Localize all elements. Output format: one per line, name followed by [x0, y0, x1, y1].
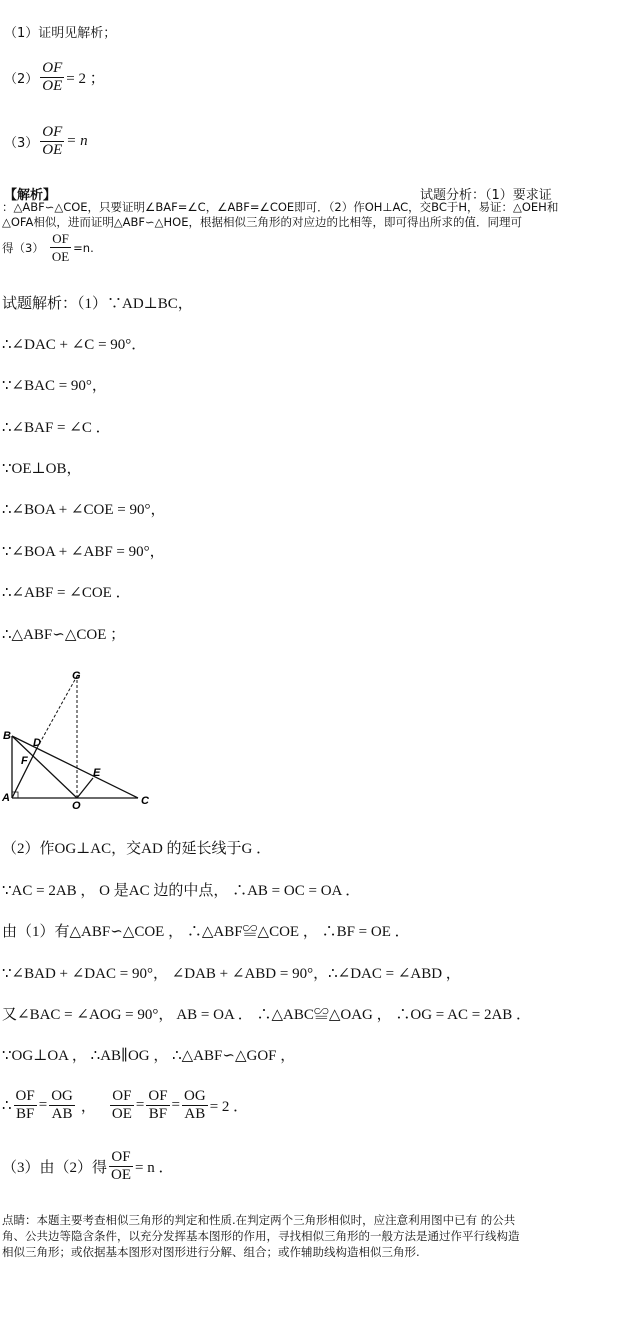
answer-2 — [4, 60, 105, 95]
analysis-heading: 试题分析：（1）要求证 — [420, 188, 552, 203]
separator: ， — [80, 1099, 96, 1115]
label-e: E — [93, 767, 101, 779]
segment-dg-dashed — [37, 676, 77, 748]
analysis-line-1: ：△ABF∽△COE，只要证明∠BAF=∠C，∠ABF=∠COE即可．（2）作OH⊥AC，交BC于H，易证：△OEH和 — [2, 200, 559, 214]
analysis-line-3-suffix: =n. — [73, 240, 94, 255]
answer-2-prefix: （2） — [4, 72, 39, 87]
solution-step-6: ∴∠BOA + ∠COE = 90°， — [2, 502, 166, 518]
label-o: O — [72, 800, 81, 810]
answer-3-prefix: （3） — [4, 136, 39, 151]
fraction-numerator: OF — [109, 1149, 133, 1167]
solution-step-5: ∵OE⊥OB， — [2, 461, 82, 477]
fraction-numerator: OG — [51, 1088, 73, 1104]
label-f: F — [21, 755, 28, 767]
analysis-tag: 【解析】 — [4, 188, 57, 203]
remark-line-2: 角、公共边等隐含条件，以充分发挥基本图形的作用，寻找相似三角形的一般方法是通过作平行线构造 — [2, 1229, 520, 1243]
fraction-numerator: OF — [42, 124, 63, 140]
fraction-numerator: OF — [148, 1088, 168, 1104]
fraction-numerator: OF — [50, 230, 71, 248]
equals-sign: = — [171, 1097, 181, 1113]
fraction-denominator: BF — [15, 1106, 35, 1122]
answer-2-value: = 2 ； — [66, 71, 105, 87]
label-d: D — [33, 737, 41, 749]
solution-step-2: ∴∠DAC + ∠C = 90°． — [2, 337, 147, 353]
label-c: C — [141, 795, 149, 807]
fraction-numerator: OF — [110, 1088, 134, 1106]
part3-line — [2, 1149, 173, 1184]
segment-oe — [77, 778, 93, 798]
analysis-line-3 — [2, 230, 94, 265]
fraction-denominator: OE — [42, 78, 63, 94]
fraction-numerator: OG — [184, 1088, 206, 1104]
fraction-of-oe — [110, 1088, 134, 1123]
solution-step-3: ∵∠BAC = 90°， — [2, 378, 107, 394]
fraction-of-bf — [14, 1088, 37, 1123]
label-b: B — [3, 730, 11, 742]
label-g: G — [72, 670, 81, 682]
fraction-og-ab — [182, 1088, 208, 1123]
part3-prefix: （3）由（2）得 — [2, 1160, 108, 1176]
fraction-denominator: AB — [51, 1106, 73, 1122]
part3-result: = n ． — [135, 1160, 174, 1176]
remark-line-3: 相似三角形；或依据基本图形对图形进行分解、组合；或作辅助线构造相似三角形. — [2, 1245, 420, 1259]
solution-step-7: ∵∠BOA + ∠ABF = 90°， — [2, 544, 165, 560]
fraction-denominator: AB — [184, 1106, 206, 1122]
analysis-line-2: △OFA相似，进而证明△ABF∽△HOE，根据相似三角形的对应边的比相等，即可得出所求的值．同理可 — [2, 215, 522, 229]
fraction-denominator: OE — [42, 142, 63, 158]
fraction-numerator: OF — [42, 60, 63, 76]
ratio-result: = 2 ． — [209, 1099, 249, 1115]
answer-2-fraction — [40, 60, 64, 95]
solution-step-1: 试题解析：（1）∵AD⊥BC， — [2, 296, 193, 312]
part2-line-2: ∵AC = 2AB ， O 是AC 边的中点， ∴AB = OC = OA ． — [2, 883, 361, 899]
fraction-numerator: OF — [15, 1088, 35, 1104]
equals-sign: = — [38, 1097, 48, 1113]
analysis-line-3-prefix: 得（3） — [2, 240, 44, 255]
segment-bo — [12, 736, 77, 798]
solution-step-4: ∴∠BAF = ∠C ． — [2, 420, 111, 436]
fraction-of-bf — [146, 1088, 169, 1123]
therefore-symbol: ∴ — [2, 1098, 12, 1114]
answer-3-fraction — [40, 124, 64, 159]
part2-line-3: 由（1）有△ABF∽△COE ， ∴△ABF≌△COE ， ∴BF = OE ． — [2, 924, 410, 940]
fraction-og-ab — [49, 1088, 75, 1123]
answer-3-value: = n — [66, 133, 88, 149]
analysis-fraction — [50, 230, 71, 265]
fraction-denominator: BF — [148, 1106, 168, 1122]
part2-line-7 — [2, 1088, 248, 1123]
part2-line-1: （2）作OG⊥AC，交AD 的延长线于G ． — [2, 841, 272, 857]
solution-step-8: ∴∠ABF = ∠COE ． — [2, 585, 131, 601]
part3-fraction — [109, 1149, 133, 1184]
answer-3 — [4, 124, 88, 159]
answer-1: （1）证明见解析； — [4, 26, 117, 41]
solution-step-9: ∴△ABF∽△COE ； — [2, 627, 126, 643]
label-a: A — [2, 792, 10, 804]
equals-sign: = — [135, 1097, 145, 1113]
part2-line-4: ∵∠BAD + ∠DAC = 90°， ∠DAB + ∠ABD = 90°，∴∠DAC = ∠ABD ， — [2, 966, 461, 982]
part2-line-6: ∵OG⊥OA ， ∴AB∥OG ， ∴△ABF∽△GOF ， — [2, 1048, 296, 1064]
fraction-denominator: OE — [51, 249, 70, 264]
part2-line-5: 又∠BAC = ∠AOG = 90°， AB = OA ． ∴△ABC≌△OAG ， ∴OG = AC = 2AB ． — [2, 1007, 532, 1023]
segment-bc — [12, 736, 138, 798]
fraction-denominator: OE — [111, 1167, 132, 1183]
remark-line-1: 点睛：本题主要考查相似三角形的判定和性质.在判定两个三角形相似时，应注意利用图中已有 的公共 — [2, 1213, 516, 1227]
geometry-figure — [0, 668, 160, 810]
fraction-denominator: OE — [111, 1106, 132, 1122]
